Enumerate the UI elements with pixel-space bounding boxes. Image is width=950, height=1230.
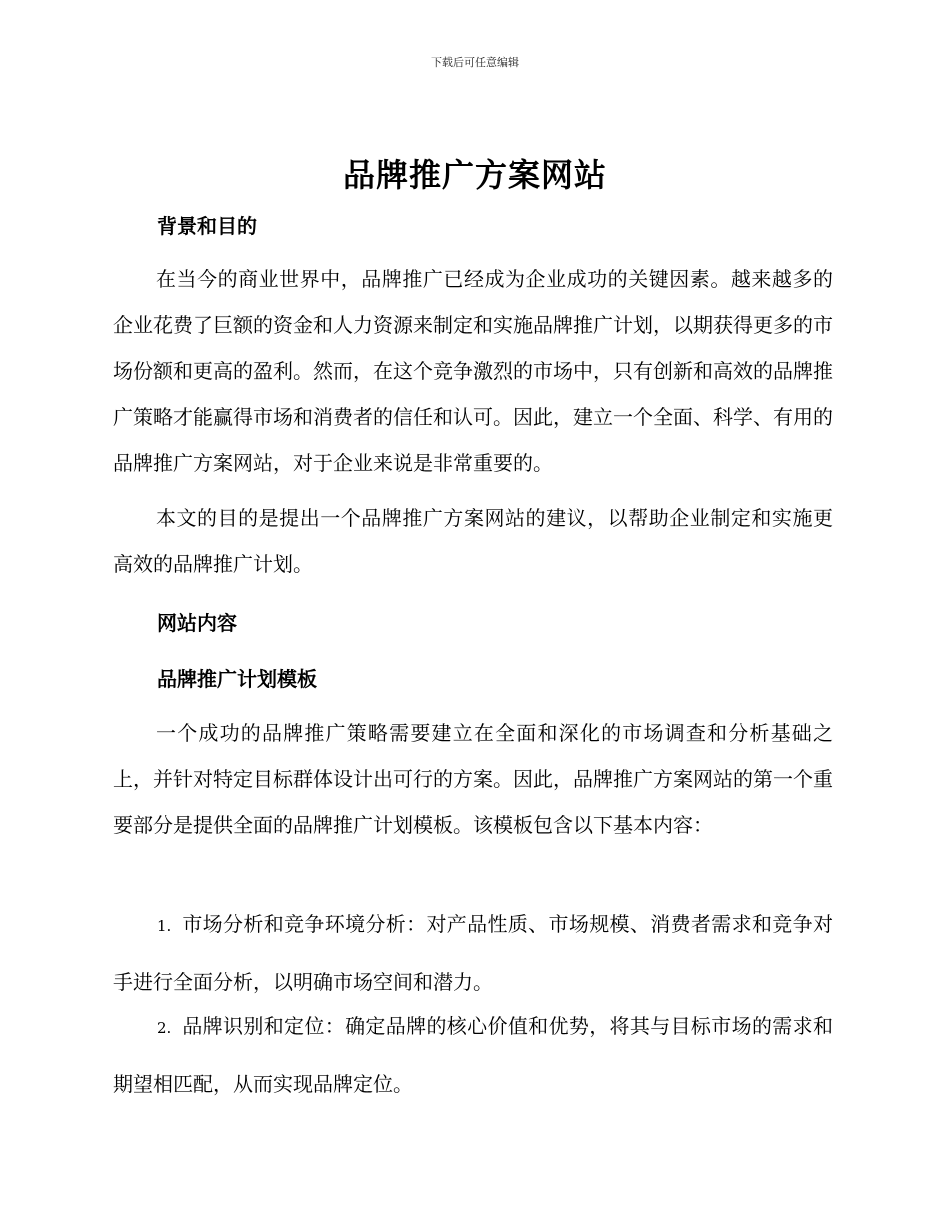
header-note: 下载后可任意编辑	[431, 56, 519, 69]
list-item	[113, 998, 833, 1112]
list-item	[113, 896, 833, 1010]
paragraph-template: 一个成功的品牌推广策略需要建立在全面和深化的市场调查和分析基础之上，并针对特定目标群体设计出可行的方案。因此，品牌推广方案网站的第一个重要部分是提供全面的品牌推广计划模板。该模板包含以下基本内容：	[113, 721, 833, 837]
list-item-number: 1.	[157, 917, 172, 935]
heading-template: 品牌推广计划模板	[157, 667, 317, 691]
list-item-text: 市场分析和竞争环境分析：对产品性质、市场规模、消费者需求和竞争对手进行全面分析，以明确市场空间和潜力。	[113, 912, 833, 994]
heading-content: 网站内容	[157, 611, 237, 635]
paragraph-background-1: 在当今的商业世界中，品牌推广已经成为企业成功的关键因素。越来越多的企业花费了巨额的资金和人力资源来制定和实施品牌推广计划，以期获得更多的市场份额和更高的盈利。然而，在这个竞争激烈的市场中，只有创新和高效的品牌推广策略才能赢得市场和消费者的信任和认可。因此，建立一个全面、科学、有用的品牌推广方案网站，对于企业来说是非常重要的。	[113, 267, 833, 475]
page-title: 品牌推广方案网站	[342, 156, 607, 194]
paragraph-background-2: 本文的目的是提出一个品牌推广方案网站的建议，以帮助企业制定和实施更高效的品牌推广计划。	[113, 506, 833, 576]
heading-background: 背景和目的	[157, 214, 257, 238]
list-item-number: 2.	[157, 1019, 172, 1037]
list-item-text: 品牌识别和定位：确定品牌的核心价值和优势，将其与目标市场的需求和期望相匹配，从而实现品牌定位。	[113, 1014, 833, 1096]
